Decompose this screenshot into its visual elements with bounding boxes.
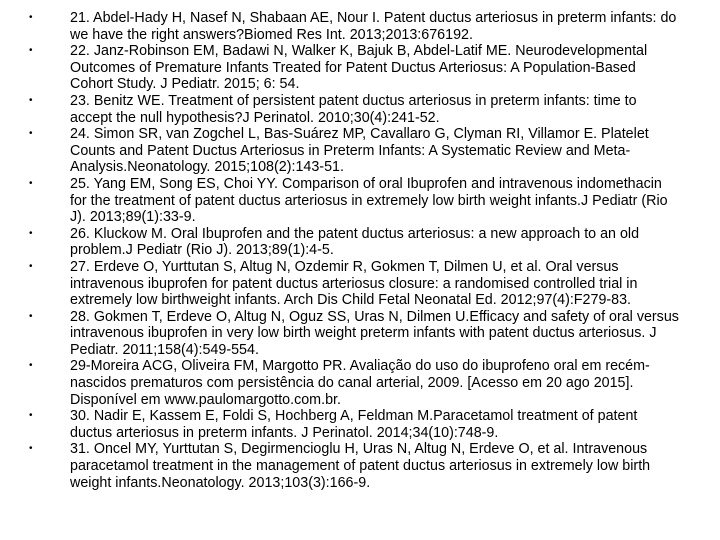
reference-item-29 xyxy=(0,358,720,408)
bullet-icon: • xyxy=(29,12,33,23)
reference-item-31 xyxy=(0,441,720,491)
reference-item-21 xyxy=(0,10,720,43)
bullet-icon: • xyxy=(29,310,33,322)
reference-item-30 xyxy=(0,408,720,441)
reference-item-27 xyxy=(0,259,720,309)
reference-item-22 xyxy=(0,43,720,93)
bullet-icon: • xyxy=(29,94,33,106)
reference-text: 23. Benitz WE. Treatment of persistent patent ductus arteriosus in preterm infants: time to accept the null hypothesis?J Perinatol. 2010;30(4):241-52. xyxy=(70,92,637,126)
bullet-icon: • xyxy=(29,128,33,140)
reference-text: 27. Erdeve O, Yurttutan S, Altug N, Ozdemir R, Gokmen T, Dilmen U, et al. Oral versus intravenous ibuprofen for patent ductus arteriosus closure: a randomised controlled trial in extremely low birthweight infants. Arch Dis Child Fetal Neonatal Ed. 2012;97(4):F279-83. xyxy=(70,258,638,309)
reference-item-28 xyxy=(0,309,720,359)
reference-text: 26. Kluckow M. Oral Ibuprofen and the patent ductus arteriosus: a new approach to an old problem.J Pediatr (Rio J). 2013;89(1):4-5. xyxy=(70,225,640,259)
bullet-icon: • xyxy=(29,443,33,455)
bullet-icon: • xyxy=(29,410,33,422)
reference-item-26 xyxy=(0,226,720,259)
reference-text: 31. Oncel MY, Yurttutan S, Degirmencioglu H, Uras N, Altug N, Erdeve O, et al. Intravenous paracetamol treatment in the management of patent ductus arteriosus in extremely low birth weight infants.Neonatology. 2013;103(3):166-9. xyxy=(70,441,651,491)
reference-item-23 xyxy=(0,93,720,126)
reference-text: 28. Gokmen T, Erdeve O, Altug N, Oguz SS, Uras N, Dilmen U.Efficacy and safety of oral versus intravenous ibuprofen in very low birth weight preterm infants with patent ductus arteriosus. J Pediatr. 2011;158(4):549-554. xyxy=(70,308,679,358)
reference-item-24 xyxy=(0,126,720,176)
reference-list xyxy=(0,10,720,491)
reference-text: 29-Moreira ACG, Oliveira FM, Margotto PR. Avaliação do uso do ibuprofeno oral em recém-nascidos prematuros com persistência do canal arterial, 2009. [Acesso em 20 ago 2015]. Disponível em www.paulomargotto.com.br. xyxy=(70,358,650,408)
reference-text: 22. Janz-Robinson EM, Badawi N, Walker K, Bajuk B, Abdel-Latif ME. Neurodevelopmental Outcomes of Premature Infants Treated for Patent Ductus Arteriosus: A Population-Based Cohort Study. J Pediatr. 2015; 6: 54. xyxy=(70,43,648,93)
bullet-icon: • xyxy=(29,177,33,189)
reference-item-25 xyxy=(0,176,720,226)
bullet-icon: • xyxy=(29,227,33,239)
bullet-icon: • xyxy=(29,360,33,372)
reference-text: 25. Yang EM, Song ES, Choi YY. Comparison of oral Ibuprofen and intravenous indomethacin for the treatment of patent ductus arteriosus in extremely low birth weight infants.J Pediatr (Rio J). 2013;89(1):33-9. xyxy=(70,175,668,226)
bullet-icon: • xyxy=(29,45,33,57)
reference-text: 24. Simon SR, van Zogchel L, Bas-Suárez MP, Cavallaro G, Clyman RI, Villamor E. Platelet Counts and Patent Ductus Arteriosus in Preterm Infants: A Systematic Review and Meta-Analysis.Neonatology. 2015;108(2):143-51. xyxy=(70,126,649,176)
reference-text: 30. Nadir E, Kassem E, Foldi S, Hochberg A, Feldman M.Paracetamol treatment of patent ductus arteriosus in preterm infants. J Perinatol. 2014;34(10):748-9. xyxy=(70,408,638,441)
reference-text: 21. Abdel-Hady H, Nasef N, Shabaan AE, Nour I. Patent ductus arteriosus in preterm infants: do we have the right answers?Biomed Res Int. 2013;2013:676192. xyxy=(70,10,677,43)
bullet-icon: • xyxy=(29,260,33,272)
